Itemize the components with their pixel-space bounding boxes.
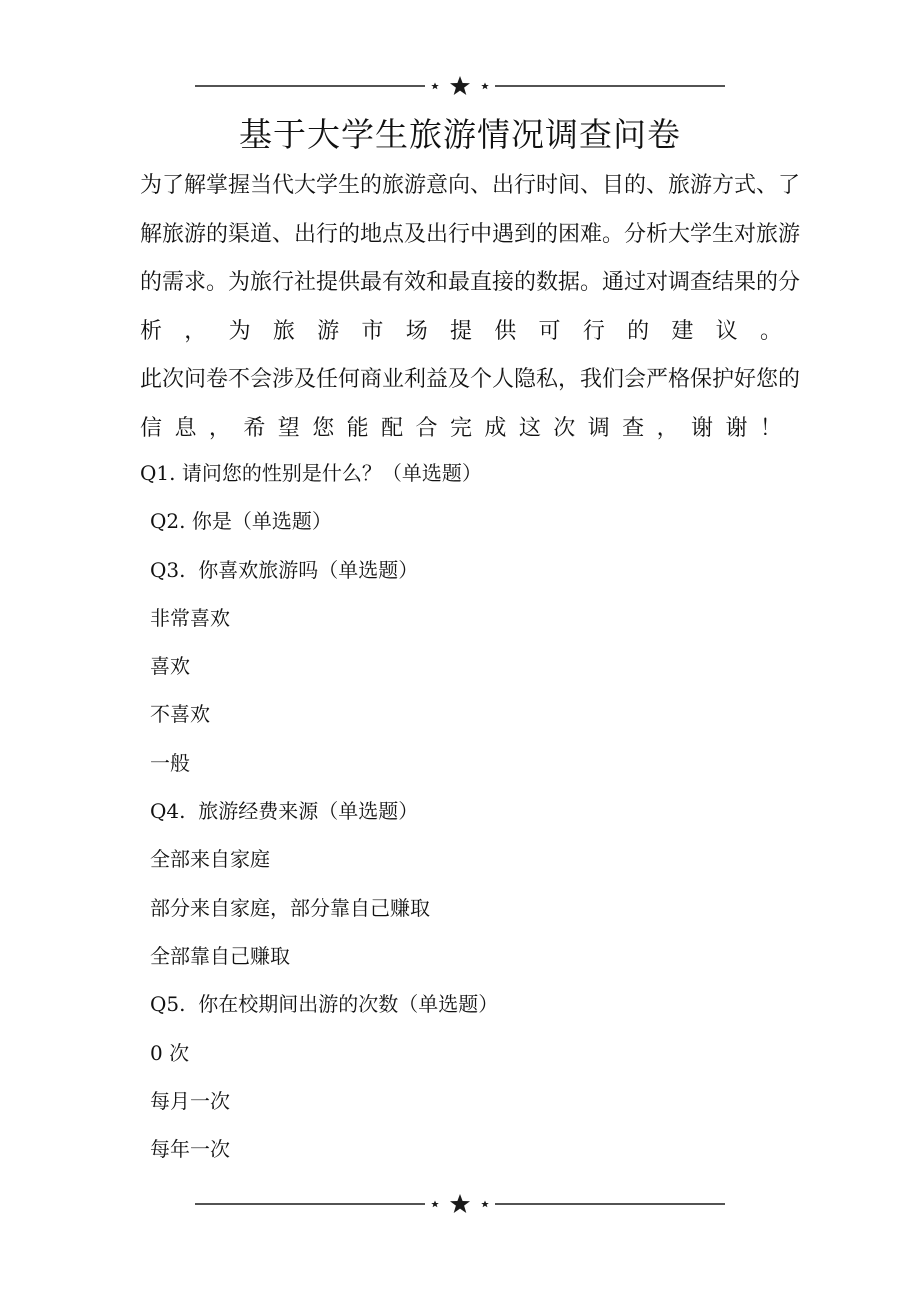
small-star-icon [481,83,489,90]
small-star-icon [431,83,439,90]
question-q4: Q4. 旅游经费来源（单选题） [150,799,419,824]
question-list [140,449,800,1173]
small-star-icon [481,1201,489,1208]
q4-option: 全部来自家庭 [150,847,270,872]
top-ornament-divider [195,74,725,98]
intro-line-justified: 信 息 ， 希 望 您 能 配 合 完 成 这 次 调 查 ， 谢 谢 ！ [140,415,782,441]
q3-option: 非常喜欢 [150,605,230,630]
q5-option: 每年一次 [150,1137,230,1162]
star-icon [450,76,470,95]
q5-option: 每月一次 [150,1088,230,1113]
small-star-icon [431,1201,439,1208]
q4-option: 全部靠自己赚取 [150,943,290,968]
intro-line-justified: 析 ， 为 旅 游 市 场 提 供 可 行 的 建 议 。 [140,318,782,344]
question-q1: Q1. 请问您的性别是什么？（单选题） [140,461,482,485]
q3-option: 一般 [150,750,190,775]
q4-option: 部分来自家庭，部分靠自己赚取 [150,895,430,920]
bottom-ornament-divider [195,1192,725,1216]
question-q2: Q2. 你是（单选题） [150,509,332,534]
intro-line: 解旅游的渠道、出行的地点及出行中遇到的困难。分析大学生对旅游 [140,221,801,247]
document-title: 基于大学生旅游情况调查问卷 [239,115,681,154]
intro-line: 的需求。为旅行社提供最有效和最直接的数据。通过对调查结果的分 [140,270,801,295]
q5-option: 0 次 [150,1040,190,1065]
question-q5: Q5. 你在校期间出游的次数（单选题） [150,992,499,1017]
q3-option: 不喜欢 [150,702,210,727]
intro-line: 此次问卷不会涉及任何商业利益及个人隐私，我们会严格保护好您的 [140,367,801,392]
q3-option: 喜欢 [150,654,190,679]
intro-paragraph [140,162,801,453]
star-icon [450,1194,470,1213]
intro-line: 为了解掌握当代大学生的旅游意向、出行时间、目的、旅游方式、了 [140,173,801,198]
question-q3: Q3. 你喜欢旅游吗（单选题） [150,557,419,582]
